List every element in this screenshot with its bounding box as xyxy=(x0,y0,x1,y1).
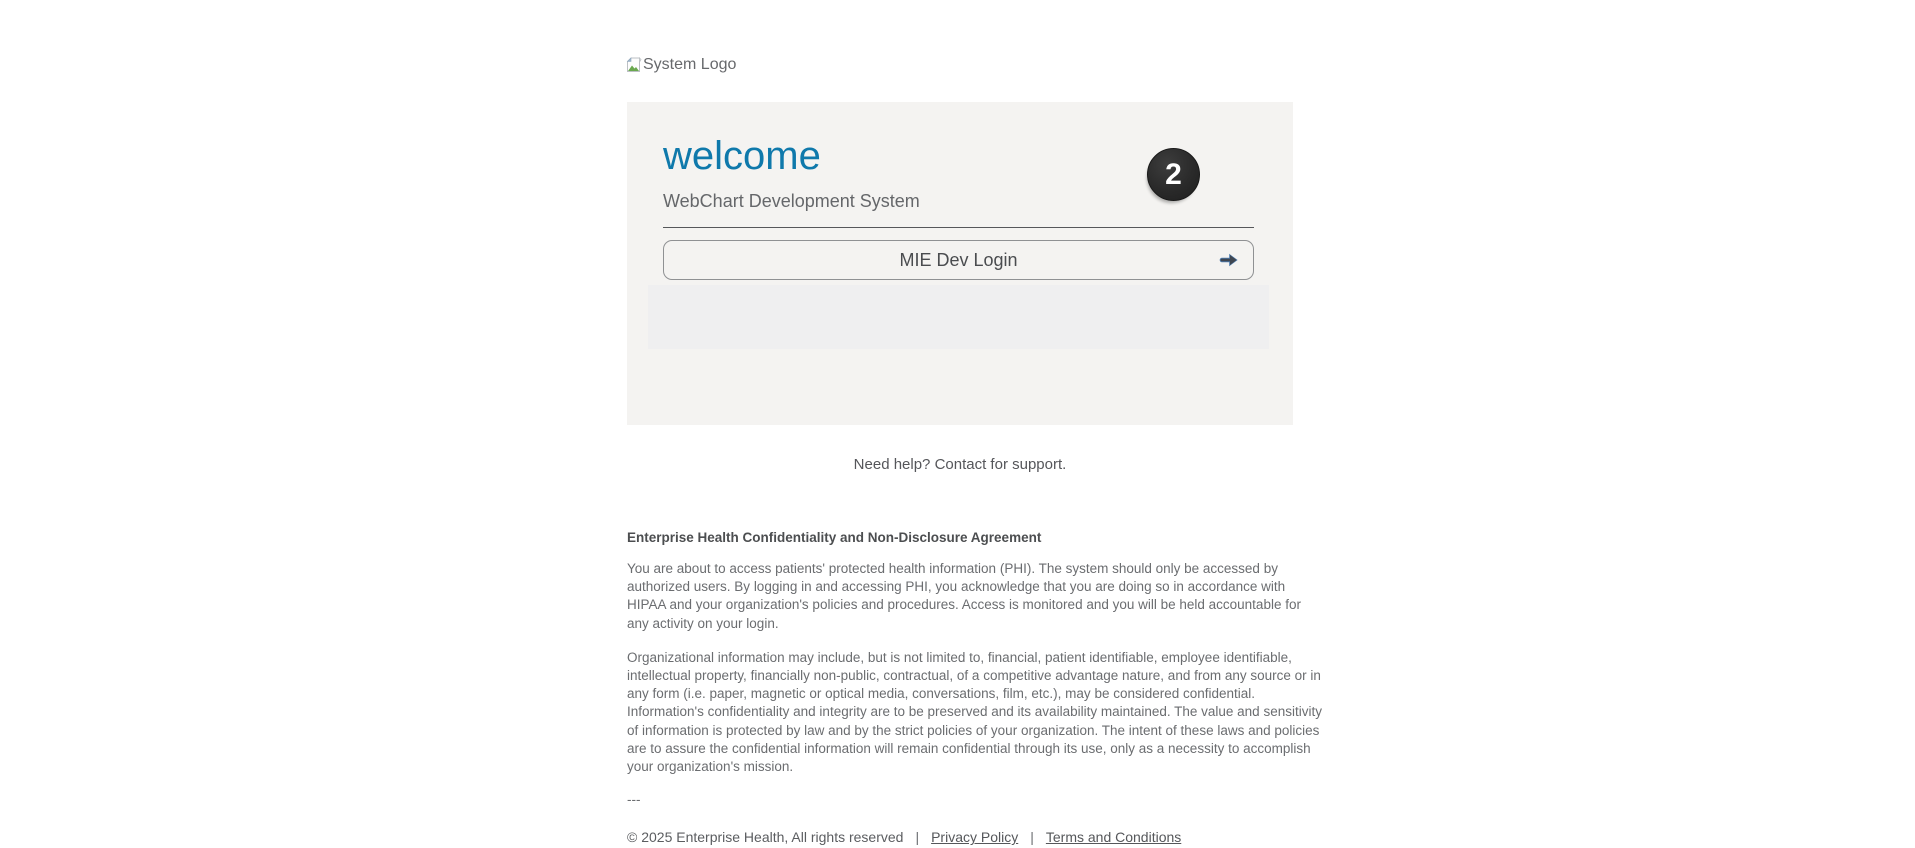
page-container xyxy=(627,0,1324,845)
text-separator: --- xyxy=(627,792,641,808)
terms-and-conditions-link[interactable]: Terms and Conditions xyxy=(1045,829,1182,846)
badge-count: 2 xyxy=(1165,157,1182,191)
agreement-title: Enterprise Health Confidentiality and Non-Disclosure Agreement xyxy=(627,530,1042,545)
help-text: Need help? Contact for support. xyxy=(853,456,1067,473)
agreement-paragraph: You are about to access patients' protected health information (PHI). The system should only be accessed by authorized users. By logging in and accessing PHI, you acknowledge that you are doing so in accordance with HIPAA and your organization's policies and procedures. Access is monitored and you will be held accountable for any activity on your login. xyxy=(627,561,1301,631)
agreement-paragraph: Organizational information may include, but is not limited to, financial, patient identifiable, employee identifiable, intellectual property, financially non-public, contractual, of a competitive advantage nature, and from any source or in any form (i.e. paper, magnetic or optical media, conversations, film, etc.), may be considered confidential. Information's confidentiality and integrity are to be preserved and its availability maintained. The value and sensitivity of information is protected by law and by the strict policies of your organization. The intent of these laws and policies are to assure the confidential information will remain confidential through its use, only as a necessity to accomplish your organization's mission. xyxy=(627,649,1322,775)
system-logo xyxy=(625,55,1324,74)
copyright-text: © 2025 Enterprise Health, All rights reserved xyxy=(627,829,904,846)
login-button-label: MIE Dev Login xyxy=(899,249,1018,270)
system-name: WebChart Development System xyxy=(663,191,920,211)
login-card xyxy=(627,102,1293,425)
footer-divider: | xyxy=(1030,829,1034,846)
footer-divider: | xyxy=(915,829,920,846)
welcome-heading: welcome xyxy=(663,134,821,178)
card-divider xyxy=(663,227,1254,228)
privacy-policy-link[interactable]: Privacy Policy xyxy=(931,829,1019,846)
confidentiality-agreement xyxy=(627,530,1324,807)
arrow-right-icon xyxy=(1219,252,1240,268)
mie-dev-login-button[interactable] xyxy=(663,240,1254,280)
logo-alt-text: System Logo xyxy=(643,56,737,73)
broken-image-icon xyxy=(625,56,643,74)
extension-count-badge xyxy=(1147,148,1200,201)
footer xyxy=(627,829,1324,845)
login-panel-placeholder xyxy=(648,285,1269,349)
